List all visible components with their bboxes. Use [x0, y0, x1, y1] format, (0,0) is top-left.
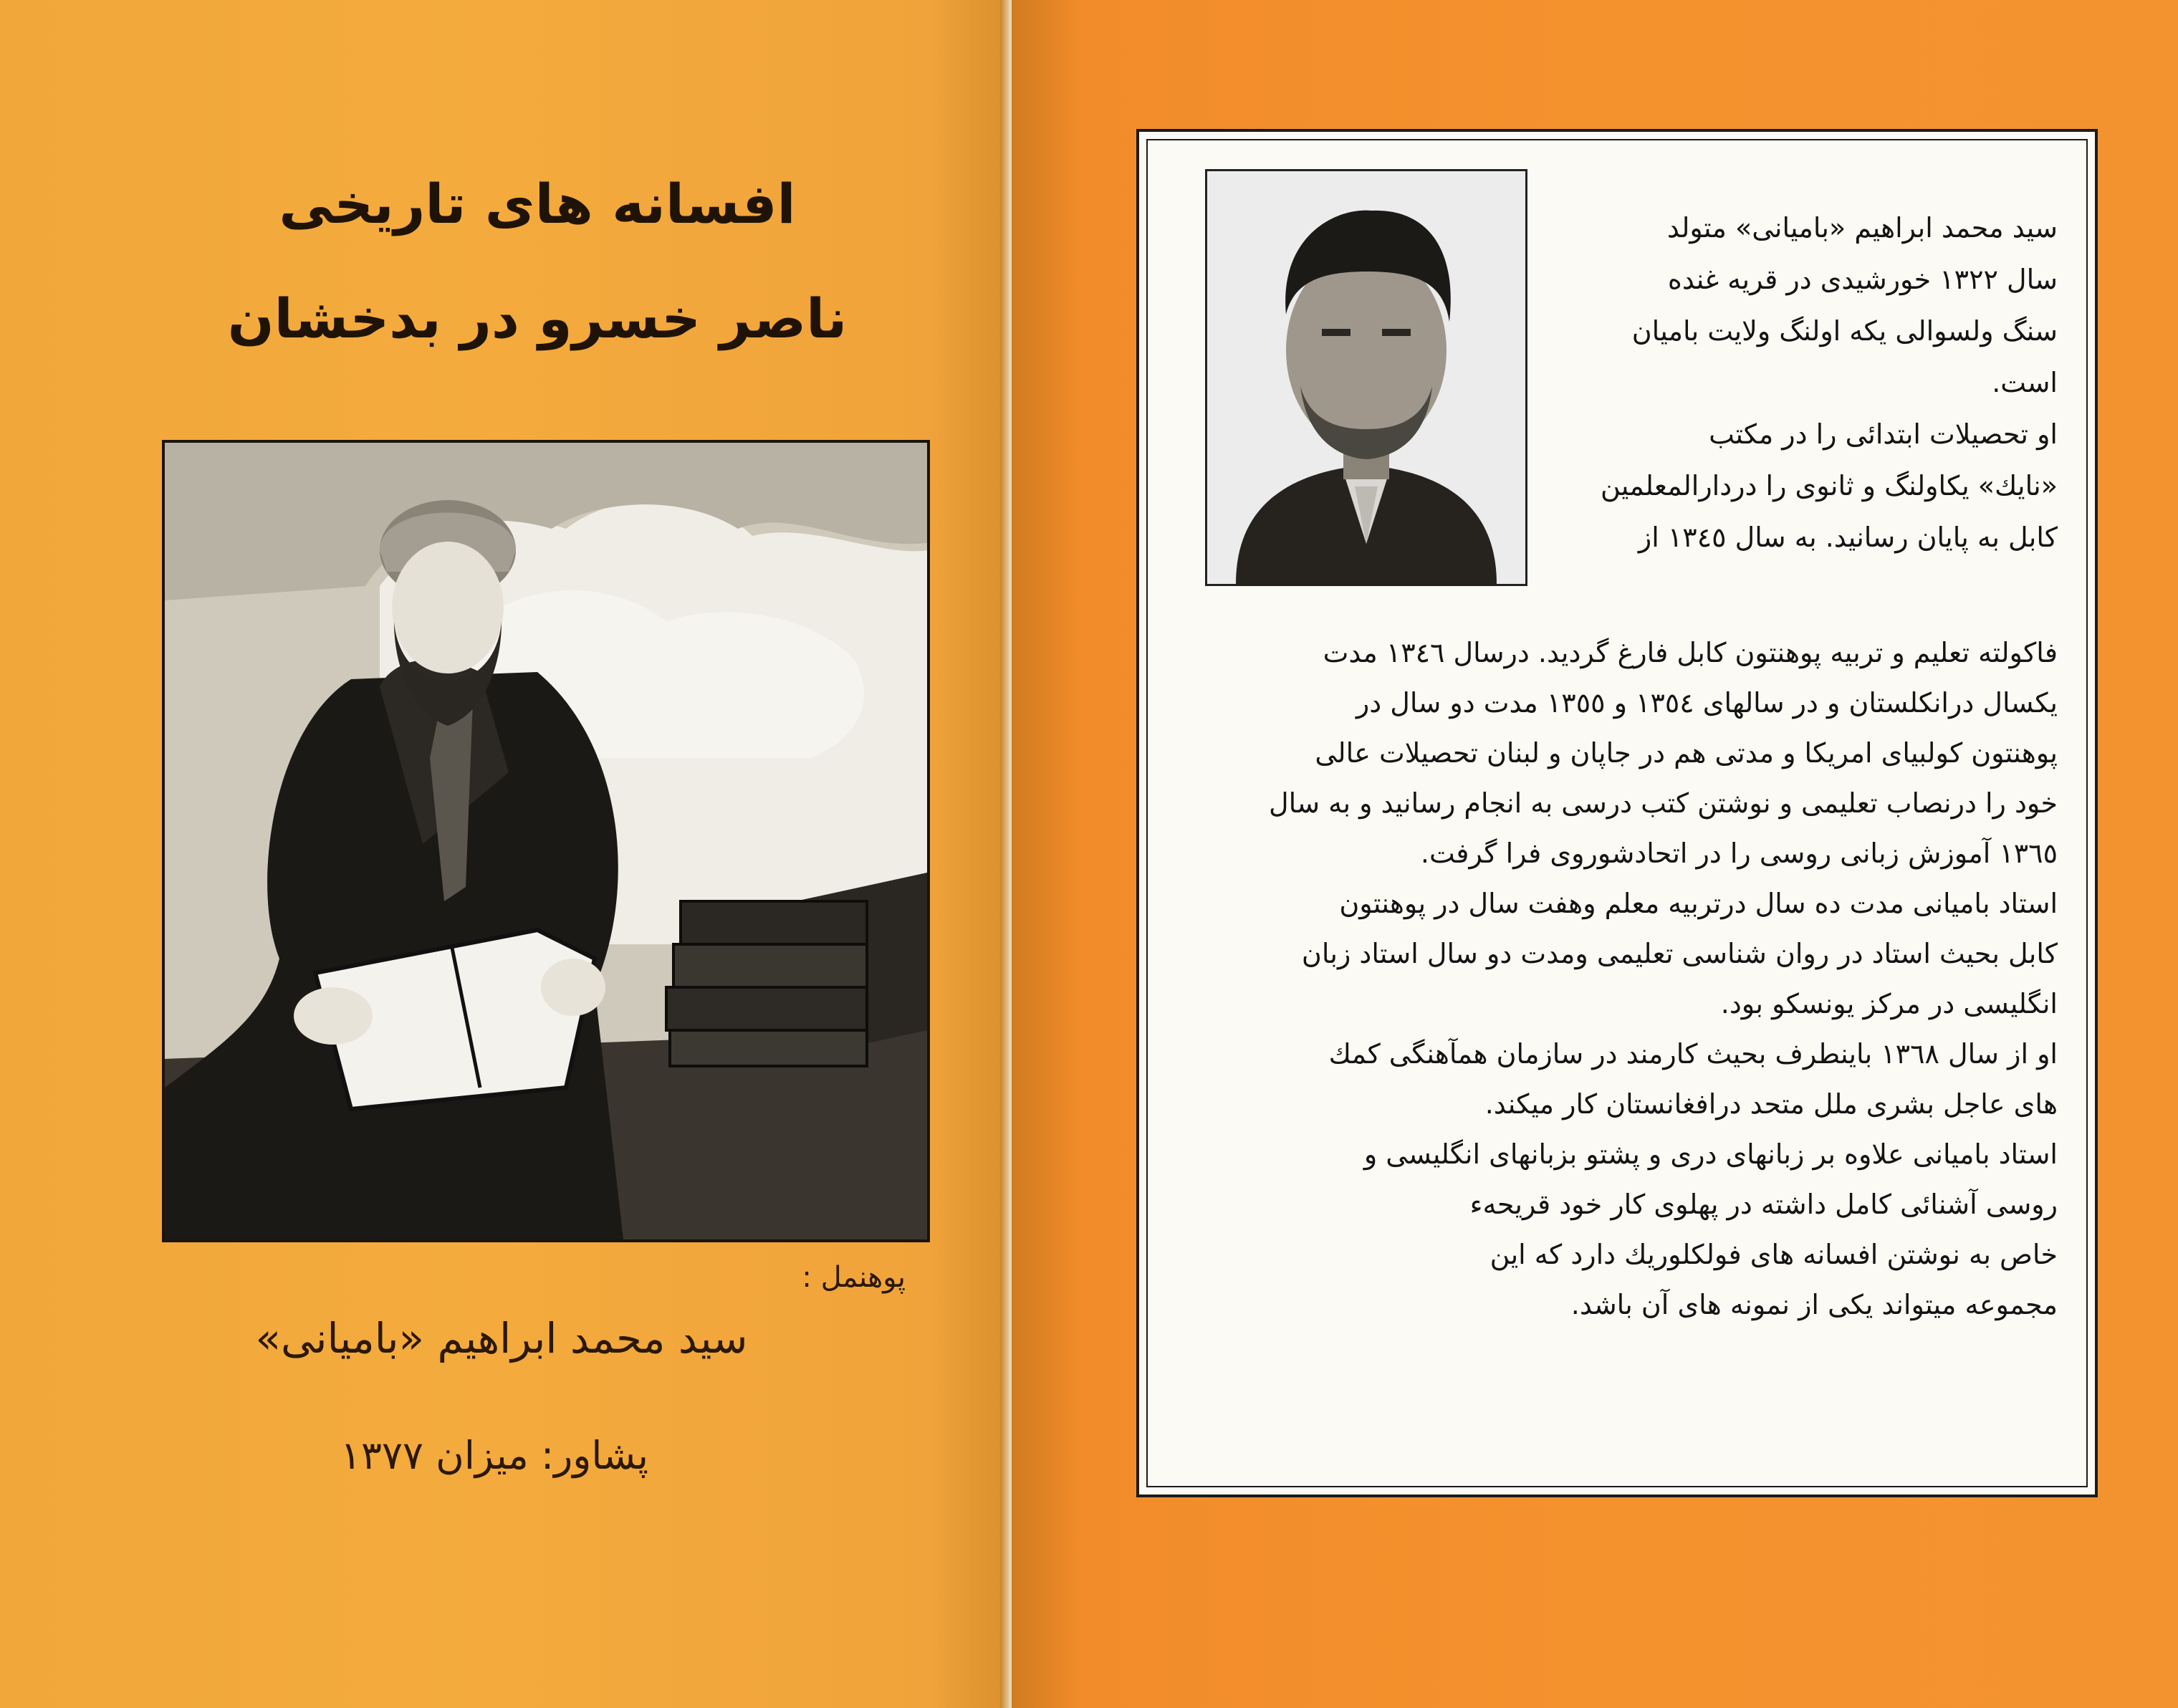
author-name: سید محمد ابراهیم «بامیانی» — [255, 1314, 748, 1363]
bio-line: خود را درنصاب تعلیمی و نوشتن کتب درسی به انجام رسانید و به سال — [1269, 787, 2058, 819]
bio-line: خاص به نوشتن افسانه های فولکلوریك دارد که این — [1489, 1239, 2058, 1270]
books-stack — [666, 901, 867, 1066]
bio-line: او تحصیلات ابتدائی را در مکتب — [1709, 418, 2058, 450]
bio-line: ۱۳٦٥ آموزش زبانی روسی را در اتحادشوروی فرا گرفت. — [1420, 838, 2058, 869]
bio-line: پوهنتون کولبیای امریکا و مدتی هم در جاپان و لبنان تحصیلات عالی — [1315, 737, 2058, 769]
bio-line: سنگ ولسوالی یکه اولنگ ولایت بامیان — [1631, 315, 2058, 347]
biography-inner-frame — [1146, 139, 2088, 1487]
bio-line: کابل بحیث استاد در روان شناسی تعلیمی ومدت دو سال استاد زبان — [1301, 938, 2058, 969]
bio-line: های عاجل بشری ملل متحد درافغانستان کار میکند. — [1484, 1088, 2058, 1120]
scholar-reading-illustration — [165, 443, 927, 1239]
bio-line: یکسال درانکلستان و در سالهای ۱۳٥٤ و ۱۳٥٥ مدت دو سال در — [1356, 687, 2058, 719]
place-date: پشاور: میزان ۱۳۷۷ — [340, 1433, 649, 1478]
bio-line: فاکولته تعلیم و تربیه پوهنتون کابل فارغ گردید. درسال ۱۳٤٦ مدت — [1323, 637, 2058, 668]
biography-intro — [1542, 202, 2058, 563]
bio-line: کابل به پایان رسانید. به سال ۱۳٤٥ از — [1638, 522, 2058, 553]
left-page — [0, 0, 1012, 1708]
biography-body — [1179, 628, 2058, 1330]
author-photo — [1207, 171, 1525, 584]
book-title-line1: افسانه های تاریخی — [279, 172, 796, 236]
bio-line: او از سال ۱۳٦۸ باینطرف بحیث کارمند در سازمان همآهنگی کمك — [1328, 1038, 2058, 1070]
bio-line: روسی آشنائی کامل داشته در پهلوی کار خود قریحهء — [1469, 1189, 2058, 1220]
bio-line: است. — [1992, 367, 2058, 398]
biography-box — [1136, 129, 2098, 1497]
bio-line: سید محمد ابراهیم «بامیانی» متولد — [1666, 212, 2058, 244]
bio-line: استاد بامیانی علاوه بر زبانهای دری و پشتو بزبانهای انگلیسی و — [1363, 1138, 2058, 1170]
bio-line: سال ۱۳۲۲ خورشیدی در قریه غنده — [1667, 264, 2058, 295]
cover-illustration — [162, 440, 930, 1242]
bio-line: انگلیسی در مرکز یونسکو بود. — [1720, 988, 2058, 1019]
bio-line: استاد بامیانی مدت ده سال درتربیه معلم وهفت سال در پوهنتون — [1339, 888, 2058, 919]
book-title-line2: ناصر خسرو در بدخشان — [227, 287, 848, 350]
bio-line: «نایك» یکاولنگ و ثانوی را دردارالمعلمین — [1600, 470, 2058, 502]
author-label: پوهنمل : — [802, 1261, 906, 1294]
author-portrait — [1205, 169, 1527, 586]
bio-line: مجموعه میتواند یکی از نمونه های آن باشد. — [1570, 1289, 2058, 1320]
